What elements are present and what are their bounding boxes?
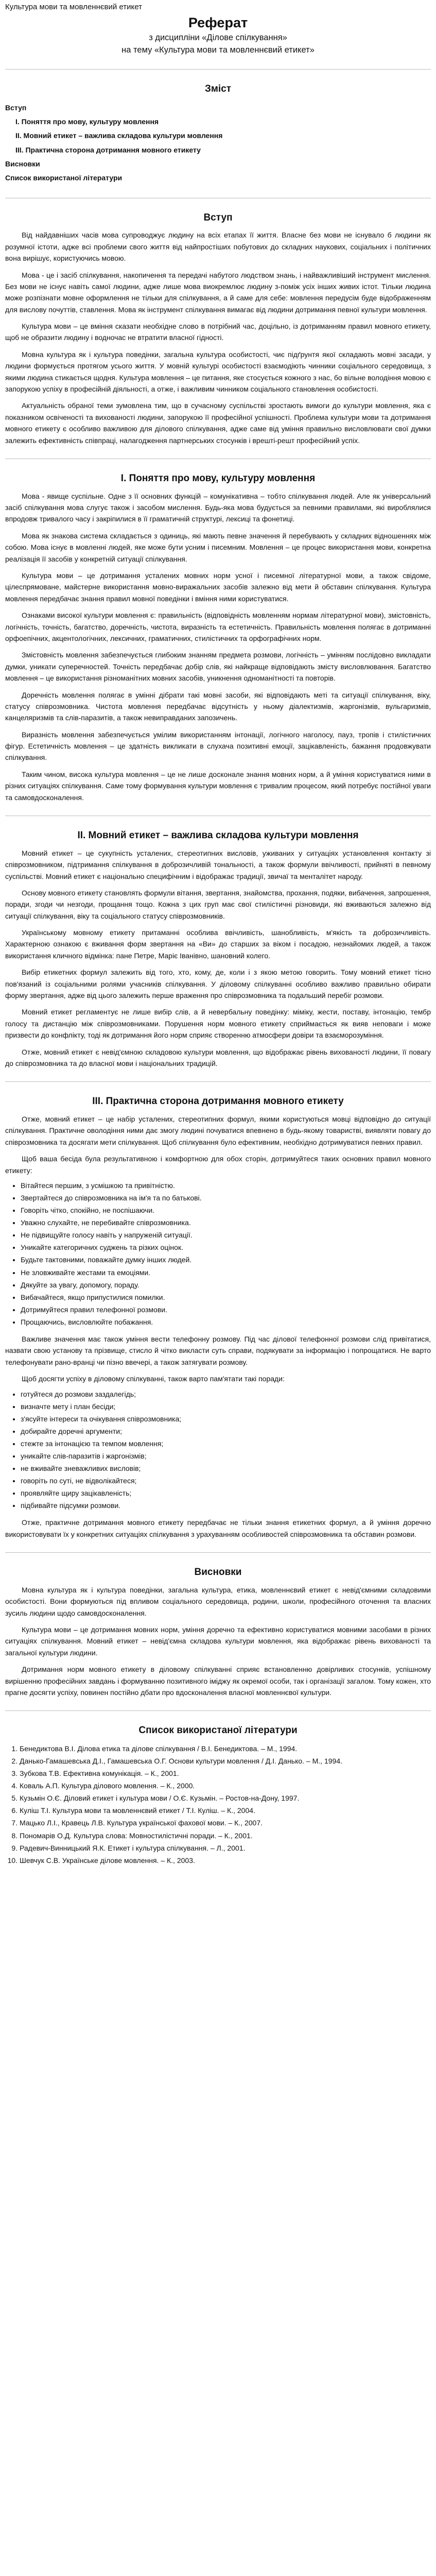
toc-item-section-3: III. Практична сторона дотримання мовного етикету xyxy=(15,145,201,154)
paragraph: Культура мови – це вміння сказати необхідне слово в потрібний час, доцільно, із дотриманням правил мовного етикету, щоб не образити людину і водночас не втратити власної гідності. xyxy=(5,322,431,342)
intro-heading: Вступ xyxy=(203,212,233,223)
paragraph: Актуальність обраної теми зумовлена тим, що в сучасному суспільстві зростають вимоги до культури мовлення, яка є показником освіченості та вихованості людини, запорукою її професійної успішності. Проблема культури мови та дотримання мовного етикету є особливо важливою для ділового спілкування, адже саме від уміння правильно висловлювати свої думки залежить ефективність співпраці, налагодження партнерських стосунків і врешті-решт професійний успіх. xyxy=(5,401,431,445)
reference-item: 6. Куліш Т.І. Культура мови та мовленнєвий етикет / Т.І. Куліш. – К., 2004. xyxy=(20,1804,431,1817)
list-item: • готуйтеся до розмови заздалегідь; xyxy=(21,1388,431,1400)
paragraph: Мовна культура як і культура поведінки, загальна культура, етика, мовленнєвий етикет є невід'ємними складовими особистості. Вони формуються під впливом соціального середовища, родини, школи, професійного оточення та власних зусиль людини щодо самовдосконалення. xyxy=(5,1585,431,1617)
document-title: Реферат xyxy=(188,15,248,31)
reference-item: 1. Бенедиктова В.І. Ділова етика та ділове спілкування / В.І. Бенедиктова. – М., 1994. xyxy=(20,1742,431,1755)
toc-heading: Зміст xyxy=(204,83,232,95)
list-item: • Не підвищуйте голосу навіть у напруженій ситуації. xyxy=(21,1229,431,1241)
section-2-heading: II. Мовний етикет – важлива складова культури мовлення xyxy=(77,830,359,841)
paragraph: Мовна культура як і культура поведінки, загальна культура особистості, чиє підґрунтя якої складають мовні засади, у людини формується протягом усього життя. У мовній культурі особистості взаємодіють чинники соціального середовища, з якими людина стикається щодня. Культура мовлення – це питання, яке стосується кожного з нас, бо вільне володіння мовою є запорукою успіху в професійній діяльності, а отже, і важливим чинником соціального становлення особистості. xyxy=(5,350,431,394)
list-item: • підбивайте підсумки розмови. xyxy=(21,1499,431,1512)
paragraph: Отже, мовний етикет є невід'ємною складовою культури мовлення, що відображає рівень вихованості людини, її повагу до співрозмовника та до власної мови і національних традицій. xyxy=(5,1047,431,1067)
paragraph: Основу мовного етикету становлять формули вітання, звертання, знайомства, прохання, подяки, вибачення, запрошення, поради, згоди чи незгоди, прощання тощо. Кожна з цих груп має свої стилістичні різновиди, які вживаються залежно від ситуації спілкування, віку та соціального статусу співрозмовників. xyxy=(5,888,431,920)
list-item: • Вітайтеся першим, з усмішкою та привітністю. xyxy=(21,1179,431,1192)
toc-item-section-1: I. Поняття про мову, культуру мовлення xyxy=(15,117,159,126)
paragraph: Культура мови – це дотримання мовних норм, уміння доречно та ефективно користуватися мовними засобами в різних ситуаціях спілкування. Мовний етикет – невід'ємна складова культури мовлення, яка відображає рівень вихованості та загальної культури людини. xyxy=(5,1625,431,1657)
list-item: • Вибачайтеся, якщо припустилися помилки. xyxy=(21,1291,431,1303)
paragraph: Мовний етикет регламентує не лише вибір слів, а й невербальну поведінку: міміку, жести, поставу, інтонацію, тембр голосу та дистанцію між співрозмовниками. Порушення норм мовного етикету сприймається як вияв неповаги і може призвести до конфлікту, тоді як дотримання його норм сприяє створенню атмосфери довіри та взаєморозуміння. xyxy=(5,1008,431,1040)
paragraph: Змістовність мовлення забезпечується глибоким знанням предмета розмови, логічність – умінням послідовно викладати думки, уникати суперечностей. Точність передбачає добір слів, які найкраще відповідають змісту висловлювання. Багатство мовлення – це використання різноманітних мовних засобів, уникнення одноманітності та повторів. xyxy=(5,651,431,683)
list-item: • Дякуйте за увагу, допомогу, пораду. xyxy=(21,1279,431,1291)
list-item: • з'ясуйте інтереси та очікування співрозмовника; xyxy=(21,1413,431,1425)
reference-item: 7. Мацько Л.І., Кравець Л.В. Культура української фахової мови. – К., 2007. xyxy=(20,1817,431,1829)
paragraph: Мова - це і засіб спілкування, накопичення та передачі набутого людством знань, і найважливіший інструмент мислення. Без мови не існує навіть самої людини, адже лише мова виокремлює людину з-поміж усіх інших живих істот. Тільки людина може розпізнати мовне оформлення не тільки для спілкування, а й саме для себе: мовлення передусім буде відображенням для вислову почуттів, ставлення. Мова як інструмент спілкування вимагає від людини дотримання певної культури мовлення. xyxy=(5,270,431,314)
list-item: • Говоріть чітко, спокійно, не поспішаючи. xyxy=(21,1204,431,1216)
list-item: • Уникайте категоричних суджень та різких оцінок. xyxy=(21,1241,431,1253)
paragraph: Важливе значення має також уміння вести телефонну розмову. Під час ділової телефонної розмови слід привітатися, назвати свою установу та прізвище, стисло й чітко викласти суть справи, подякувати за інформацію і попрощатися. Не варто телефонувати рано-вранці чи пізно ввечері, а також затягувати розмову. xyxy=(5,1334,431,1366)
paragraph: Вибір етикетних формул залежить від того, хто, кому, де, коли і з якою метою говорить. Тому мовний етикет тісно пов'язаний із соціальними ролями учасників спілкування. У діловому спілкуванні особливо важливо правильно обирати форму звертання, адже від цього залежить перше враження про співрозмовника та подальший перебіг розмови. xyxy=(5,968,431,1000)
toc-item-conclusions: Висновки xyxy=(5,160,40,168)
paragraph: Щоб ваша бесіда була результативною і комфортною для обох сторін, дотримуйтеся таких основних правил мовного етикету: xyxy=(5,1155,431,1175)
list-item: • не вживайте зневажливих висловів; xyxy=(21,1462,431,1475)
paragraph: Від найдавніших часів мова супроводжує людину на всіх етапах її життя. Власне без мови не існувало б людини як розумної істоти, адже всі проблеми свого життя від найпростіших побутових до складних наукових, соціальних і політичних вона вирішує, користуючись мовою. xyxy=(5,231,431,263)
paragraph: Щоб досягти успіху в діловому спілкуванні, також варто пам'ятати такі поради: xyxy=(22,1375,285,1383)
paragraph: Отже, мовний етикет – це набір усталених, стереотипних формул, якими користуються мовці відповідно до ситуації спілкування. Практичне оволодіння ними дає змогу людині почуватися впевнено в будь-якому товаристві, виявляти повагу до співрозмовника та досягати мети спілкування. Щоб спілкування було ефективним, необхідно дотримуватися певних правил. xyxy=(5,1115,431,1146)
list-item: • уникайте слів-паразитів і жаргонізмів; xyxy=(21,1450,431,1462)
section-divider xyxy=(5,1710,431,1711)
paragraph: Мова як знакова система складається з одиниць, які мають певне значення й перебувають у складних відношеннях між собою. Мова існує в мовленні людей, яке може бути усним і писемним. Мовлення – це процес використання мови, конкретна реалізація її засобів у конкретній ситуації спілкування. xyxy=(5,531,431,563)
list-item: • Не зловживайте жестами та емоціями. xyxy=(21,1266,431,1279)
reference-item: 2. Данько-Гамашевська Д.І., Гамашевська О.Г. Основи культури мовлення / Д.І. Данько. – М., 1994. xyxy=(20,1755,431,1767)
paragraph: Українському мовному етикету притаманні особлива ввічливість, шанобливість, м'якість та доброзичливість. Характерною ознакою є вживання форм звертання на «Ви» до старших за віком і посадою, незнайомих людей, а також використання кличного відмінка: пане Петре, Маріє Іванівно, шановний колего. xyxy=(5,928,431,960)
toc-item-references: Список використаної літератури xyxy=(5,174,123,182)
section-divider xyxy=(5,1552,431,1553)
document-subtitle-discipline: з дисципліни «Ділове спілкування» xyxy=(149,33,287,43)
paragraph: Мова - явище суспільне. Одне з її основних функцій – комунікативна – тобто спілкування людей. Але як універсальний засіб спілкування мова слугує також і засобом мислення. Будь-яка мова будується за певними правилами, які вироблялися впродовж тривалого часу і закріпилися в її граматичній структурі, лексиці та фонетиці. xyxy=(5,492,431,523)
section-1-body xyxy=(5,490,431,803)
section-1-heading: I. Поняття про мову, культуру мовлення xyxy=(120,472,316,484)
list-item: • Звертайтеся до співрозмовника на ім'я та по батькові. xyxy=(21,1192,431,1204)
paragraph: Культура мови – це дотримання усталених мовних норм усної і писемної літературної мови, а також свідоме, цілеспрямоване, майстерне використання мовно-виражальних засобів залежно від мети й обставин спілкування. Культура мовлення передбачає знання правил мовної поведінки і вміння ними користуватися. xyxy=(5,571,431,603)
intro-body xyxy=(5,229,431,446)
section-3-heading: III. Практична сторона дотримання мовного етикету xyxy=(92,1096,344,1107)
list-item: • визначте мету і план бесіди; xyxy=(21,1400,431,1413)
paragraph: Мовний етикет – це сукупність усталених, стереотипних висловів, уживаних у ситуаціях установлення контакту зі співрозмовником, підтримання спілкування в доброзичливій тональності, а також формули ввічливості, прийняті в певному суспільстві. Мовний етикет є національно специфічним і відображає традиції, звичаї та менталітет народу. xyxy=(5,849,431,880)
list-item: • Уважно слухайте, не перебивайте співрозмовника. xyxy=(21,1216,431,1229)
section-2-body xyxy=(5,848,431,1070)
references-heading: Список використаної літератури xyxy=(138,1725,298,1736)
paragraph: Ознаками високої культури мовлення є: правильність (відповідність мовленням нормам літературної мови), змістовність, логічність, точність, багатство, доречність, чистота, виразність та естетичність. Правильність мовлення полягає в дотриманні орфоепічних, акцентологічних, лексичних, граматичних, стилістичних та орфографічних норм. xyxy=(5,611,431,642)
conclusions-heading: Висновки xyxy=(194,1567,242,1578)
reference-item: 8. Пономарів О.Д. Культура слова: Мовностилістичні поради. – К., 2001. xyxy=(20,1829,431,1842)
section-3-body xyxy=(5,1113,431,1540)
paragraph: Отже, практичне дотримання мовного етикету передбачає не тільки знання етикетних формул, а й уміння доречно використовувати їх у конкретних ситуаціях спілкування з урахуванням особливостей співрозмовника та обставин розмови. xyxy=(5,1518,431,1538)
section-divider xyxy=(5,69,431,70)
paragraph: Дотримання норм мовного етикету в діловому спілкуванні сприяє встановленню довірливих стосунків, успішному вирішенню професійних завдань і формуванню позитивного іміджу як окремої особи, так і організації загалом. Тому кожен, хто прагне досягти успіху, повинен постійно дбати про вдосконалення власної мовленнєвої культури. xyxy=(5,1665,431,1697)
reference-item: 4. Коваль А.П. Культура ділового мовлення. – К., 2000. xyxy=(20,1780,431,1792)
document-subtitle-topic: на тему «Культура мови та мовленнєвий етикет» xyxy=(121,45,315,55)
paragraph: Доречність мовлення полягає в умінні дібрати такі мовні засоби, які відповідають меті та ситуації спілкування, віку, статусу співрозмовника. Чистота мовлення передбачає відсутність у ньому діалектизмів, жаргонізмів, вульгаризмів, канцеляризмів та слів-паразитів, а також невиправданих запозичень. xyxy=(5,690,431,722)
reference-item: 5. Кузьмін О.Є. Діловий етикет і культура мови / О.Є. Кузьмін. – Ростов-на-Дону, 1997. xyxy=(20,1792,431,1804)
list-item: • добирайте доречні аргументи; xyxy=(21,1425,431,1437)
toc-item-intro: Вступ xyxy=(5,103,27,112)
references-list xyxy=(5,1742,431,1867)
list-item: • Прощаючись, висловлюйте побажання. xyxy=(21,1316,431,1328)
reference-item: 3. Зубкова Т.В. Ефективна комунікація. – К., 2001. xyxy=(20,1767,431,1780)
section-divider xyxy=(5,1081,431,1082)
reference-item: 9. Радевич-Винницький Я.К. Етикет і культура спілкування. – Л., 2001. xyxy=(20,1842,431,1854)
page-bottom-spacer xyxy=(5,1867,431,1881)
paragraph: Виразність мовлення забезпечується умілим використанням інтонації, логічного наголосу, пауз, тропів і стилістичних фігур. Естетичність мовлення – це здатність викликати в слухача позитивні емоції, зацікавленість, бажання продовжувати спілкування. xyxy=(5,730,431,762)
list-item: • Дотримуйтеся правил телефонної розмови. xyxy=(21,1303,431,1316)
document-top-title: Культура мови та мовленнєвий етикет xyxy=(5,3,142,11)
table-of-contents xyxy=(5,101,431,185)
business-tips-list xyxy=(5,1388,431,1512)
reference-item: 10. Шевчук С.В. Українське ділове мовлення. – К., 2003. xyxy=(20,1854,431,1867)
paragraph: Таким чином, висока культура мовлення – це не лише досконале знання мовних норм, а й уміння користуватися ними в різних ситуаціях спілкування. Саме тому формування культури мовлення є тривалим процесом, який потребує постійної уваги та самовдосконалення. xyxy=(5,770,431,802)
list-item: • Будьте тактовними, поважайте думку інших людей. xyxy=(21,1253,431,1266)
list-item: • говоріть по суті, не відволікайтеся; xyxy=(21,1475,431,1487)
list-item: • стежте за інтонацією та темпом мовлення; xyxy=(21,1437,431,1450)
conclusions-body xyxy=(5,1584,431,1699)
etiquette-rules-list xyxy=(5,1179,431,1328)
list-item: • проявляйте щиру зацікавленість; xyxy=(21,1487,431,1499)
toc-item-section-2: II. Мовний етикет – важлива складова культури мовлення xyxy=(15,131,223,140)
